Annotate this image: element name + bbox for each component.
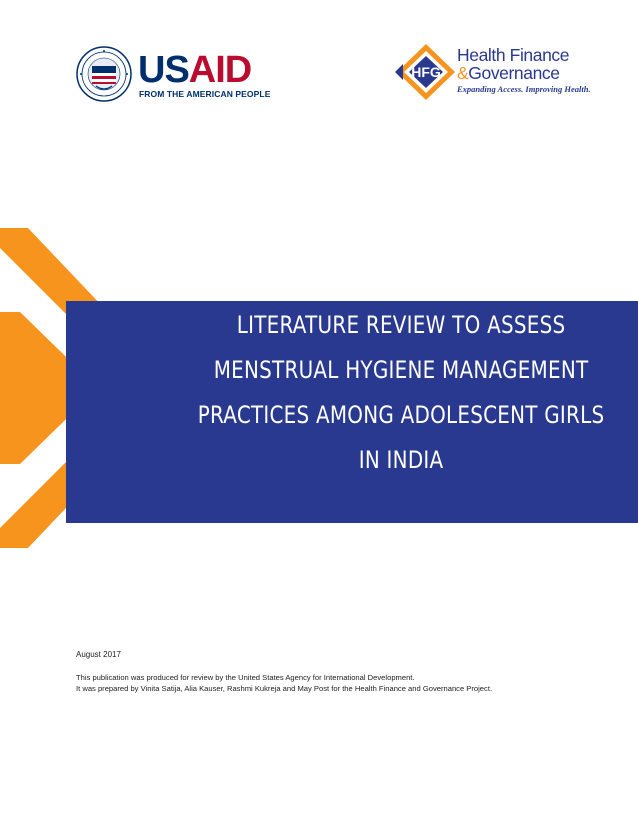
usaid-wordmark-us: US bbox=[138, 49, 189, 91]
hfg-logo bbox=[395, 42, 595, 102]
hfg-name-line1: Health Finance bbox=[457, 45, 570, 65]
title-line-3: PRACTICES AMONG ADOLESCENT GIRLS bbox=[197, 401, 605, 429]
publication-statement: This publication was produced for review by the United States Agency for International Development. bbox=[76, 673, 415, 682]
hfg-diamond-icon bbox=[395, 42, 457, 102]
usaid-wordmark-aid: AID bbox=[188, 49, 252, 91]
hfg-name-governance: Governance bbox=[468, 63, 560, 83]
usaid-logo bbox=[76, 46, 271, 104]
publication-date: August 2017 bbox=[76, 650, 121, 659]
hfg-ampersand: & bbox=[457, 63, 469, 83]
document-title bbox=[150, 303, 638, 483]
publication-notes bbox=[76, 650, 616, 694]
title-line-1: LITERATURE REVIEW TO ASSESS bbox=[236, 311, 566, 339]
usaid-wordmark bbox=[138, 50, 251, 90]
authors-statement: It was prepared by Vinita Satija, Alia Kauser, Rashmi Kukreja and May Post for the Health Finance and Governance Project. bbox=[76, 684, 493, 693]
title-line-2: MENSTRUAL HYGIENE MANAGEMENT bbox=[213, 356, 589, 384]
svg-text:HFG: HFG bbox=[411, 64, 441, 80]
usaid-seal-icon bbox=[76, 46, 132, 102]
usaid-tagline: FROM THE AMERICAN PEOPLE bbox=[139, 89, 271, 99]
title-line-4: IN INDIA bbox=[358, 446, 444, 474]
hfg-name bbox=[457, 46, 569, 82]
hfg-tagline: Expanding Access. Improving Health. bbox=[457, 84, 591, 94]
hfg-name-line2 bbox=[457, 64, 569, 82]
